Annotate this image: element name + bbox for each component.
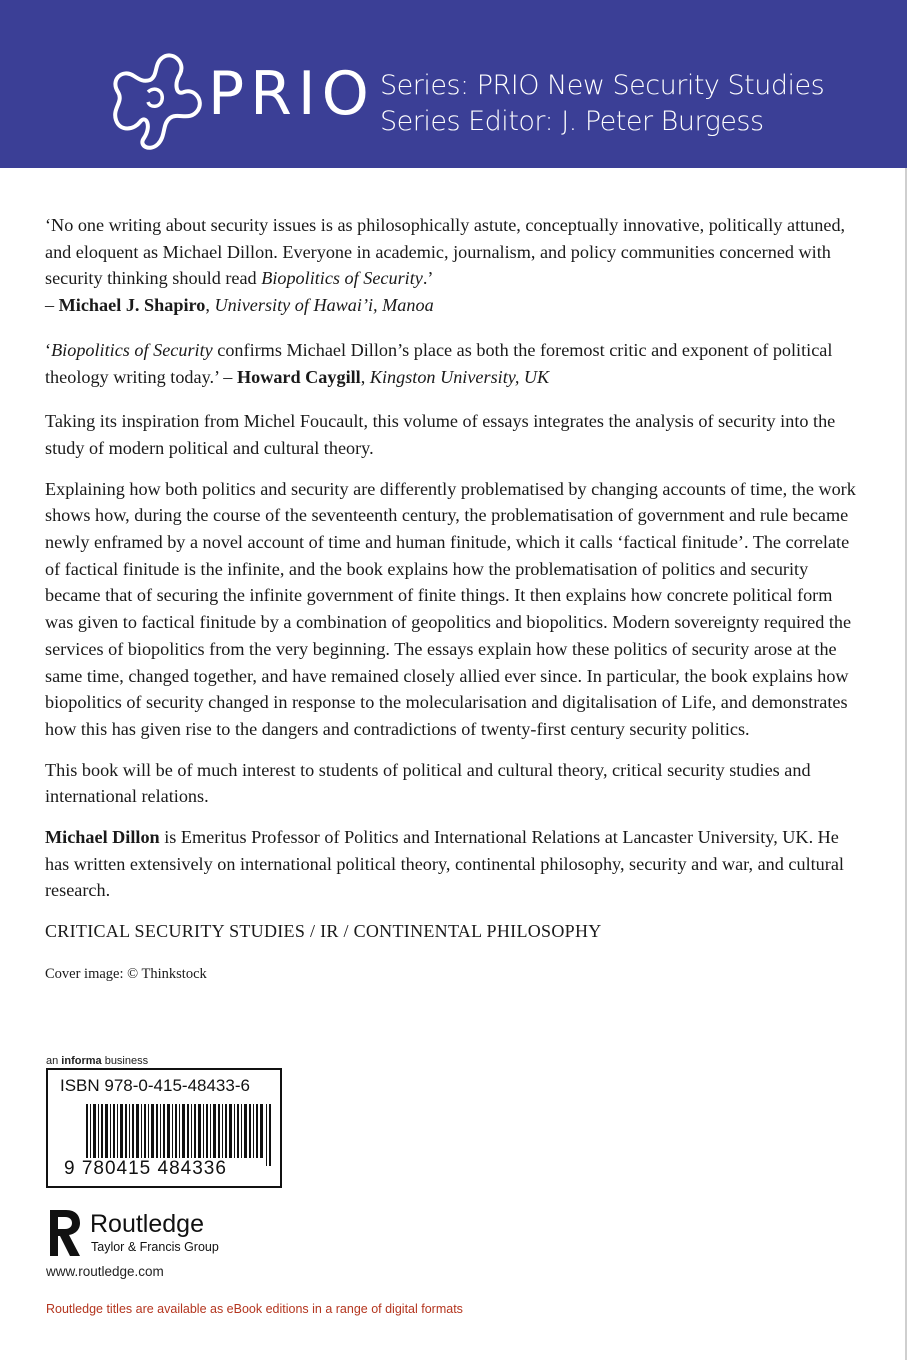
blurb-paragraph-2: Explaining how both politics and security are differently problematised by changing accounts of time, the work shows how, during the course of the seventeenth century, the problematisation of government and rule became newly enframed by a novel account of time and human finitude, which it calls ‘factical finitude’. The correlate of factical finitude is the infinite, and the book explains how the problematisation of politics and security became that of securing the infinite government of finite things. It then explains how concrete political form was given to factical finitude by a combination of geopolitics and biopolitics. Modern sovereignty required the services of biopolitics from the very beginning. The essays explain how these politics of security arose at the same time, changed together, and have remained closely allied ever since. In particular, the book explains how biopolitics of security changed in response to the molecularisation and digitalisation of Life, and demonstrates how this has given rise to the dangers and contradictions of twenty-first century security politics. [45,478,856,739]
author-name: Michael Dillon [45,827,160,848]
publisher-group: Taylor & Francis Group [91,1240,219,1254]
publisher-name: Routledge [90,1210,204,1238]
series-editor: Series Editor: J. Peter Burgess [380,106,764,137]
informa-brand: informa [61,1055,102,1067]
informa-line: an informa business [46,1055,149,1067]
prio-logo-icon [104,46,214,154]
praise-quote-1: ‘No one writing about security issues is as philosophically astute, conceptually innovative, politically attuned, and eloquent as Michael Dillon. Everyone in academic, journalism, and policy communities concerned with security thinking should read Biopolitics of Security.’ – Michael J. Shapiro, University of Hawai’i, Manoa [45,215,846,316]
quote-affiliation: Kingston University, UK [369,366,550,387]
routledge-logo-icon [46,1206,84,1260]
isbn-label: ISBN 978-0-415-48433-6 [60,1076,250,1095]
back-cover-text [45,212,865,1002]
publisher-url: www.routledge.com [46,1264,164,1279]
isbn-digits: 9 780415 484336 [64,1158,227,1179]
quote-author: Howard Caygill [236,366,361,387]
author-bio: Michael Dillon is Emeritus Professor of Politics and International Relations at Lancaster University, UK. He has written extensively on international political theory, continental philosophy, security and war, and cultural research. [45,827,844,901]
quote-author: Michael J. Shapiro [58,295,206,316]
blurb-paragraph-1: Taking its inspiration from Michel Foucault, this volume of essays integrates the analysis of security into the study of modern political and cultural theory. [45,411,836,458]
isbn-barcode-box [46,1068,282,1188]
book-title: Biopolitics of Security [51,339,213,360]
subject-categories: CRITICAL SECURITY STUDIES / IR / CONTINENTAL PHILOSOPHY [45,921,602,942]
book-title: Biopolitics of Security [261,268,423,289]
series-info [380,68,824,140]
ebook-note: Routledge titles are available as eBook editions in a range of digital formats [46,1302,463,1316]
blurb-paragraph-3: This book will be of much interest to students of political and cultural theory, critical security studies and international relations. [45,759,811,807]
series-title: Series: PRIO New Security Studies [380,70,825,101]
header-banner [0,0,907,168]
praise-quote-2: ‘Biopolitics of Security confirms Michael Dillon’s place as both the foremost critic and exponent of political theology writing today.’ – Howard Caygill, Kingston University, UK [45,339,833,387]
barcode-icon [86,1104,272,1166]
quote-affiliation: University of Hawai’i, Manoa [214,295,434,316]
prio-wordmark: PRIO [208,59,375,129]
cover-credit: Cover image: © Thinkstock [45,965,207,982]
